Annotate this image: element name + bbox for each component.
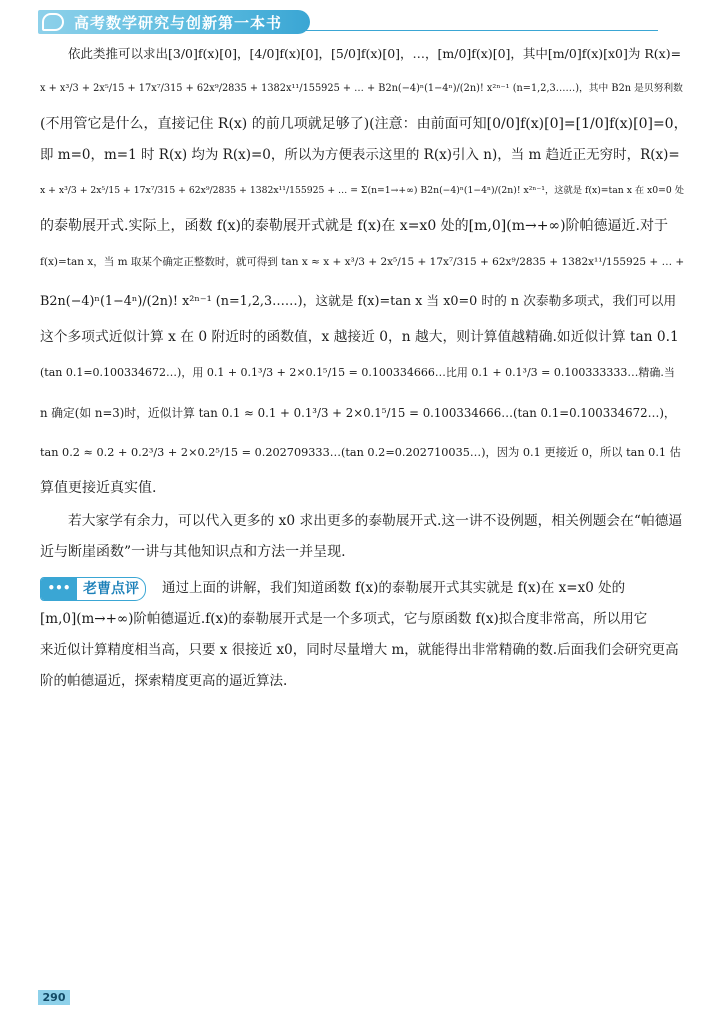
text-line: x + x³/3 + 2x⁵/15 + 17x⁷/315 + 62x⁹/2835 + 1382x¹¹/155925 + … + B2n(−4)ⁿ(1−4ⁿ)/(2n)! x²ⁿ⁻¹ (n=1,2,3……)，其中 B2n 是贝努利数 [40, 83, 683, 94]
text-line: tan 0.2 ≈ 0.2 + 0.2³/3 + 2×0.2⁵/15 = 0.202709333…(tan 0.2=0.202710035…)，因为 0.1 更接近 0，所以 tan 0.1 估 [40, 446, 681, 459]
page-header [38, 10, 658, 34]
text-line: 依此类推可以求出[3/0]f(x)[0]，[4/0]f(x)[0]，[5/0]f(x)[0]，…，[m/0]f(x)[0]，其中[m/0]f(x)[x0]为 R(x)= [68, 46, 682, 61]
text-line: B2n(−4)ⁿ(1−4ⁿ)/(2n)! x²ⁿ⁻¹ (n=1,2,3……)，这就是 f(x)=tan x 当 x0=0 时的 n 次泰勒多项式，我们可以用 [40, 294, 677, 309]
text-line: (不用管它是什么，直接记住 R(x) 的前几项就足够了)(注意：由前面可知[0/0]f(x)[0]=[1/0]f(x)[0]=0， [40, 116, 688, 132]
commentary-box [40, 574, 688, 698]
text-line: n 确定(如 n=3)时，近似计算 tan 0.1 ≈ 0.1 + 0.1³/3 + 2×0.1⁵/15 = 0.100334666…(tan 0.1=0.100334672…)， [40, 406, 676, 420]
text-line: x + x³/3 + 2x⁵/15 + 17x⁷/315 + 62x⁹/2835 + 1382x¹¹/155925 + … = Σ(n=1→+∞) B2n(−4)ⁿ(1−4ⁿ)/(2n)! x²ⁿ⁻¹，这就是 f(x)=tan x 在 x0=0 处 [40, 185, 684, 196]
commentary-text: 来近似计算精度相当高，只要 x 很接近 x0，同时尽量增大 m，就能得出非常精确的数.后面我们会研究更高 [40, 642, 679, 658]
commentary-first-line [40, 574, 688, 605]
page-number: 290 [38, 990, 70, 1005]
commentary-text: 通过上面的讲解，我们知道函数 f(x)的泰勒展开式其实就是 f(x)在 x=x0 处的 [162, 580, 626, 596]
speech-bubble-icon [42, 13, 64, 31]
commentary-text: 阶的帕德逼近，探索精度更高的逼近算法. [40, 673, 288, 689]
text-line: 近与断崖函数”一讲与其他知识点和方法一并呈现. [40, 544, 346, 560]
dots-icon: ••• [41, 578, 77, 600]
text-line: 算值更接近真实值. [40, 480, 157, 496]
text-line: 的泰勒展开式.实际上，函数 f(x)的泰勒展开式就是 f(x)在 x=x0 处的[m,0](m→+∞)阶帕德逼近.对于 [40, 218, 669, 234]
header-band [38, 10, 310, 34]
header-rule [306, 30, 658, 31]
text-line: (tan 0.1=0.100334672…)，用 0.1 + 0.1³/3 + 2×0.1⁵/15 = 0.100334666…比用 0.1 + 0.1³/3 = 0.100333333…精确.当 [40, 366, 675, 379]
book-title: 高考数学研究与创新第一本书 [74, 14, 283, 32]
commentary-label: 老曹点评 [83, 580, 139, 597]
text-line: 即 m=0，m=1 时 R(x) 均为 R(x)=0，所以为方便表示这里的 R(x)引入 n)，当 m 趋近正无穷时，R(x)= [40, 147, 680, 163]
commentary-badge [40, 577, 146, 601]
commentary-text: [m,0](m→+∞)阶帕德逼近.f(x)的泰勒展开式是一个多项式，它与原函数 f(x)拟合度非常高，所以用它 [40, 611, 648, 627]
text-line: 这个多项式近似计算 x 在 0 附近时的函数值，x 越接近 0，n 越大，则计算值越精确.如近似计算 tan 0.1 [40, 329, 679, 345]
text-line: f(x)=tan x，当 m 取某个确定正整数时，就可得到 tan x ≈ x + x³/3 + 2x⁵/15 + 17x⁷/315 + 62x⁹/2835 + 1382x¹¹/155925 + … + [40, 256, 685, 268]
main-content [40, 38, 688, 698]
text-line: 若大家学有余力，可以代入更多的 x0 求出更多的泰勒展开式.这一讲不设例题，相关例题会在“帕德逼 [68, 513, 683, 529]
